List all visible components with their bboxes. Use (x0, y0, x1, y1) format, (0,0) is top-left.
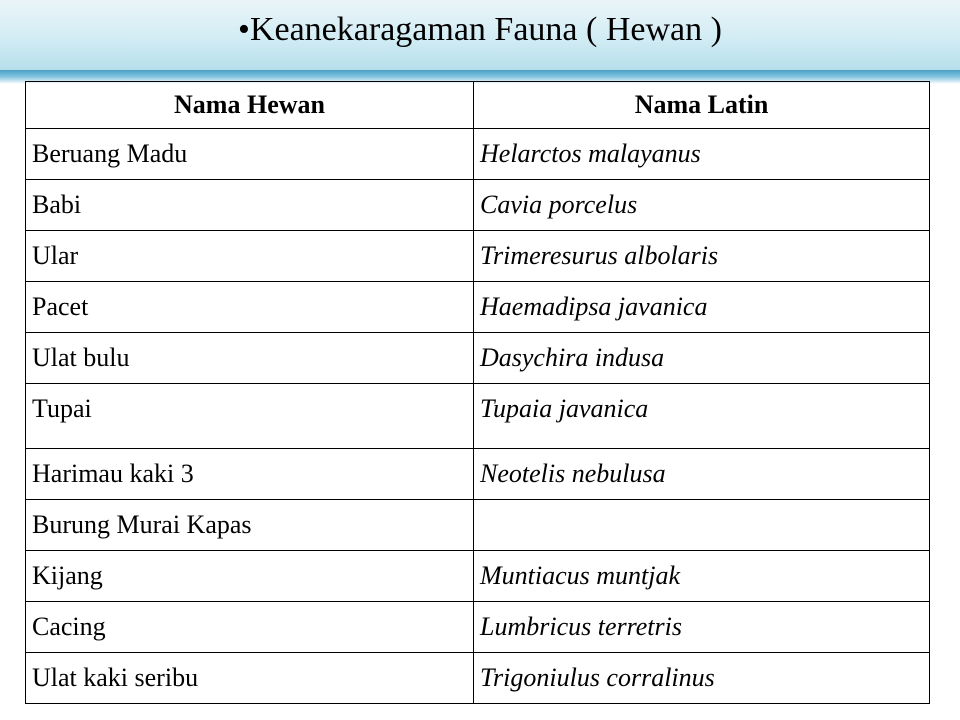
animal-name-cell: Pacet (26, 282, 474, 333)
table-row (26, 653, 930, 704)
animal-name-cell: Ulat kaki seribu (26, 653, 474, 704)
latin-name-cell: Dasychira indusa (474, 333, 930, 384)
table-row (26, 129, 930, 180)
latin-name-cell: Haemadipsa javanica (474, 282, 930, 333)
animal-name-cell: Harimau kaki 3 (26, 449, 474, 500)
latin-name-cell: Cavia porcelus (474, 180, 930, 231)
latin-name-cell: Neotelis nebulusa (474, 449, 930, 500)
latin-name-cell: Trimeresurus albolaris (474, 231, 930, 282)
latin-name-cell: Tupaia javanica (474, 384, 930, 449)
table-row (26, 500, 930, 551)
latin-name-cell: Muntiacus muntjak (474, 551, 930, 602)
table-row (26, 384, 930, 449)
table-row (26, 180, 930, 231)
fauna-table (25, 81, 930, 704)
animal-name-cell: Kijang (26, 551, 474, 602)
title-bar (0, 0, 960, 70)
table-row (26, 602, 930, 653)
animal-name-cell: Ular (26, 231, 474, 282)
latin-name-cell: Helarctos malayanus (474, 129, 930, 180)
column-header-nama-latin: Nama Latin (474, 82, 930, 129)
column-header-nama-hewan: Nama Hewan (26, 82, 474, 129)
table-row (26, 449, 930, 500)
latin-name-cell: Trigoniulus corralinus (474, 653, 930, 704)
table-row (26, 231, 930, 282)
latin-name-cell: Lumbricus terretris (474, 602, 930, 653)
animal-name-cell: Burung Murai Kapas (26, 500, 474, 551)
table-row (26, 333, 930, 384)
table-row (26, 282, 930, 333)
table-row (26, 551, 930, 602)
table-header-row (26, 82, 930, 129)
latin-name-cell (474, 500, 930, 551)
animal-name-cell: Ulat bulu (26, 333, 474, 384)
animal-name-cell: Tupai (26, 384, 474, 449)
animal-name-cell: Beruang Madu (26, 129, 474, 180)
animal-name-cell: Cacing (26, 602, 474, 653)
animal-name-cell: Babi (26, 180, 474, 231)
page-title: •Keanekaragaman Fauna ( Hewan ) (238, 11, 722, 48)
